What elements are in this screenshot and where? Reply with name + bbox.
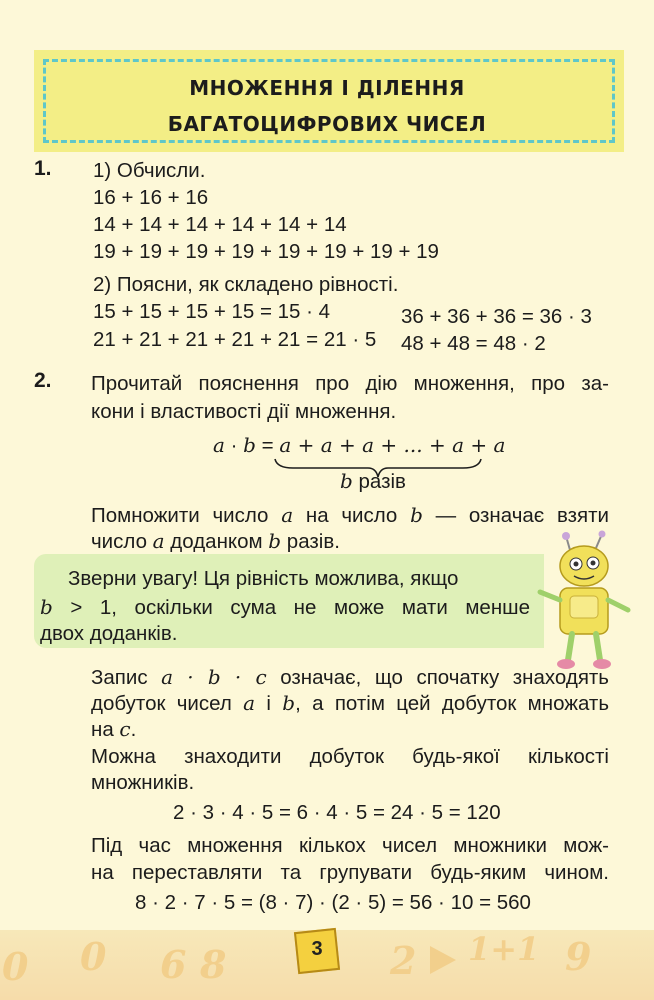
note-var-b: b <box>40 595 53 619</box>
underbrace-var-b: b <box>340 469 353 493</box>
task1-line-1: 16 + 16 + 16 <box>93 186 209 209</box>
para1-var-a: a <box>243 691 256 715</box>
para1-l3-part1: на <box>91 718 120 741</box>
task2-intro-line-1: Прочитай пояснення про дію множення, про за- <box>91 372 609 395</box>
para1-l2-part2: і <box>255 692 283 715</box>
para1-part2: означає, що спочатку знаходять <box>266 666 609 689</box>
para1-abc: a · b · c <box>161 665 267 689</box>
formula-underbrace-label <box>340 469 406 494</box>
task2-intro-line-2: кони і властивості дії множення. <box>91 400 397 423</box>
task-number-1: 1. <box>34 157 52 180</box>
def1-var-b: b <box>410 503 423 527</box>
para1-var-c: c <box>119 717 131 741</box>
bg-digit: 0 <box>2 944 29 989</box>
task1-part1-label: 1) Обчисли. <box>93 159 206 182</box>
formula-var-a: a <box>213 433 225 457</box>
bg-digit: 2 <box>390 938 417 983</box>
def2-part1: число <box>91 530 153 553</box>
task1-line-3: 19 + 19 + 19 + 19 + 19 + 19 + 19 + 19 <box>93 240 439 263</box>
paragraph-any-count-line-1: Можна знаходити добуток будь-якої кількості <box>91 745 609 768</box>
def2-part2: доданком <box>164 530 269 553</box>
bg-digit: 6 <box>160 942 187 987</box>
bg-digit: 9 <box>565 934 592 979</box>
title-box <box>34 50 624 152</box>
underbrace-word: разів <box>352 470 406 493</box>
paragraph-abc-line-1 <box>91 665 609 690</box>
def1-var-a: a <box>281 503 294 527</box>
def2-part3: разів. <box>281 530 340 553</box>
para1-l2-part1: добуток чисел <box>91 692 244 715</box>
task1-eq-right-1: 36 + 36 + 36 = 36 · 3 <box>401 305 592 328</box>
page-title-line-2: БАГАТОЦИФРОВИХ ЧИСЕЛ <box>167 112 487 136</box>
def2-var-b: b <box>268 529 282 553</box>
paragraph-abc-line-2 <box>91 691 609 716</box>
paragraph-abc-line-3 <box>91 717 136 742</box>
paragraph-commutative-line-2: на переставляти та групувати будь-яким чином. <box>91 861 609 884</box>
task1-eq-left-2: 21 + 21 + 21 + 21 + 21 = 21 · 5 <box>93 328 377 351</box>
def1-part1: Помножити число <box>91 504 282 527</box>
def1-part2: на число <box>293 504 411 527</box>
note-line-3: двох доданків. <box>40 622 178 645</box>
formula-var-b: b <box>243 433 256 457</box>
bg-digit: 0 <box>80 934 107 979</box>
play-arrow-icon <box>428 944 458 976</box>
task1-part2-label: 2) Поясни, як складено рівності. <box>93 273 399 296</box>
definition-line-1 <box>91 503 609 528</box>
page-number: 3 <box>311 938 323 960</box>
example-1: 2 · 3 · 4 · 5 = 6 · 4 · 5 = 24 · 5 = 120 <box>173 801 501 824</box>
formula-eq: = <box>255 434 280 457</box>
bg-digit: 1+1 <box>468 930 540 968</box>
def1-part3: — означає взяти <box>422 504 609 527</box>
example-2: 8 · 2 · 7 · 5 = (8 · 7) · (2 · 5) = 56 · 10 = 560 <box>135 891 531 914</box>
para1-var-b: b <box>282 691 296 715</box>
formula-dot: · <box>224 434 244 457</box>
paragraph-any-count-line-2: множників. <box>91 771 195 794</box>
definition-line-2 <box>91 529 340 554</box>
para1-l3-part2: . <box>130 718 137 741</box>
task1-eq-right-2: 48 + 48 = 48 · 2 <box>401 332 546 355</box>
task1-line-2: 14 + 14 + 14 + 14 + 14 + 14 <box>93 213 347 236</box>
note-line-2 <box>40 595 530 620</box>
page-title-line-1: МНОЖЕННЯ І ДІЛЕННЯ <box>189 76 465 100</box>
task1-eq-left-1: 15 + 15 + 15 + 15 = 15 · 4 <box>93 300 331 323</box>
robot-illustration-icon <box>530 530 640 672</box>
def2-var-a: a <box>152 529 165 553</box>
para1-part1: Запис <box>91 666 162 689</box>
task-number-2: 2. <box>34 369 52 392</box>
note-line-2-rest: > 1, оскільки сума не може мати менше <box>52 596 530 619</box>
paragraph-commutative-line-1: Під час множення кількох чисел множники мож- <box>91 834 609 857</box>
para1-l2-part3: , а потім цей добуток множать <box>295 692 609 715</box>
formula-sum: a + a + a + ... + a + a <box>279 433 506 457</box>
bg-digit: 8 <box>200 942 227 987</box>
note-line-1: Зверни увагу! Ця рівність можлива, якщо <box>68 567 459 590</box>
